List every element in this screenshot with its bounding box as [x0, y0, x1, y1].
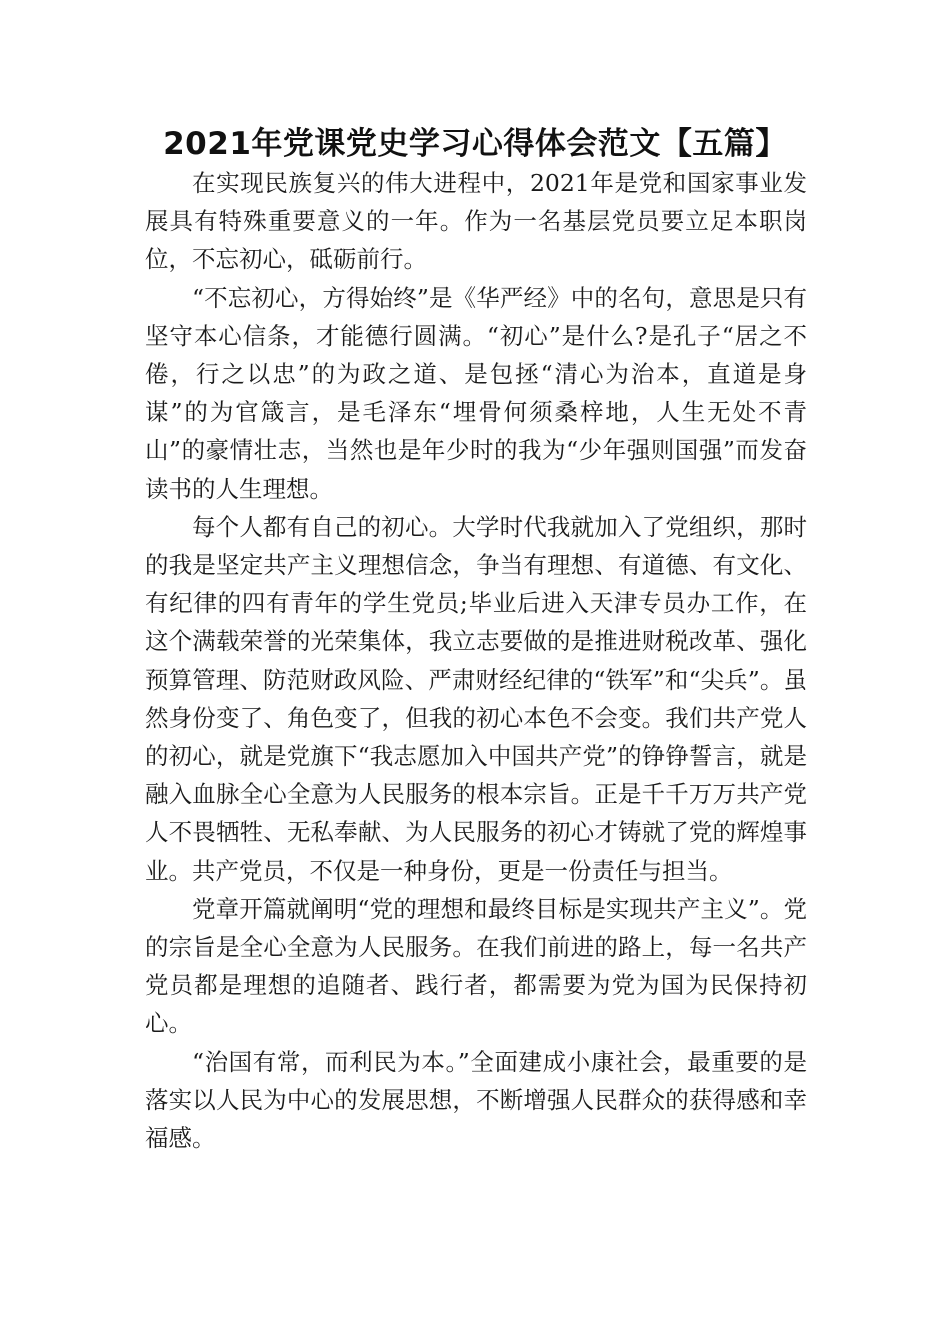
paragraph-3: 每个人都有自己的初心。大学时代我就加入了党组织，那时的我是坚定共产主义理想信念，争当有理想、有道德、有文化、有纪律的四有青年的学生党员;毕业后进入天津专员办工作，在这个满载荣誉的光荣集体，我立志要做的是推进财税改革、强化预算管理、防范财政风险、严肃财经纪律的“铁军”和“尖兵”。虽然身份变了、角色变了，但我的初心本色不会变。我们共产党人的初心，就是党旗下“我志愿加入中国共产党”的铮铮誓言，就是融入血脉全心全意为人民服务的根本宗旨。正是千千万万共产党人不畏牺牲、无私奉献、为人民服务的初心才铸就了党的辉煌事业。共产党员，不仅是一种身份，更是一份责任与担当。: [145, 512, 807, 885]
paragraph-2: “不忘初心，方得始终”是《华严经》中的名句，意思是只有坚守本心信条，才能德行圆满。“初心”是什么?是孔子“居之不倦，行之以忠”的为政之道、是包拯“清心为治本，直道是身谋”的为官箴言，是毛泽东“埋骨何须桑梓地，人生无处不青山”的豪情壮志，当然也是年少时的我为“少年强则国强”而发奋读书的人生理想。: [145, 283, 807, 503]
paragraph-1: 在实现民族复兴的伟大进程中，2021年是党和国家事业发展具有特殊重要意义的一年。作为一名基层党员要立足本职岗位，不忘初心，砥砺前行。: [145, 169, 807, 274]
paragraph-5: “治国有常，而利民为本。”全面建成小康社会，最重要的是落实以人民为中心的发展思想，不断增强人民群众的获得感和幸福感。: [145, 1047, 807, 1153]
paragraph-4: 党章开篇就阐明“党的理想和最终目标是实现共产主义”。党的宗旨是全心全意为人民服务。在我们前进的路上，每一名共产党员都是理想的追随者、践行者，都需要为党为国为民保持初心。: [145, 894, 807, 1038]
document-body: [145, 164, 807, 1157]
document-title: 2021年党课党史学习心得体会范文【五篇】: [163, 126, 787, 162]
